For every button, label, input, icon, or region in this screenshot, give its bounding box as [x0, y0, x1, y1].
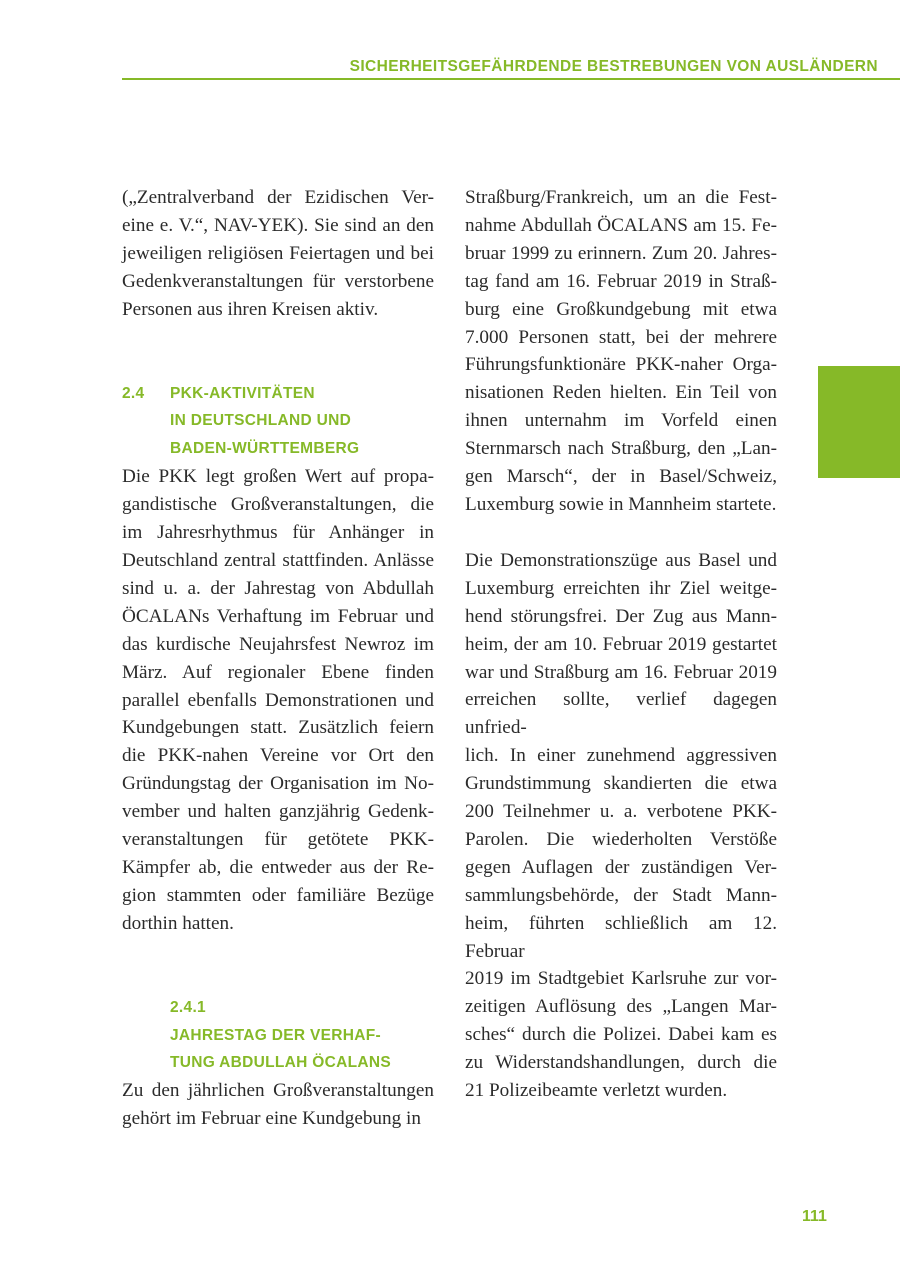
- left-column: [122, 184, 434, 1133]
- chapter-tab-marker: [818, 366, 900, 478]
- text-line: Straßburg/Frankreich, um an die Fest-: [465, 187, 777, 208]
- text-line: gehört im Februar eine Kundgebung in: [122, 1108, 421, 1130]
- text-line: BADEN-WÜRTTEMBERG: [170, 440, 360, 458]
- text-line: 2019 im Stadtgebiet Karlsruhe zur vor-: [465, 968, 777, 990]
- text-line: dorthin hatten.: [122, 912, 234, 934]
- right-column: [465, 184, 777, 1105]
- text-line: Zu den jährlichen Großveranstaltungen: [122, 1080, 434, 1102]
- intro-paragraph: [122, 184, 434, 324]
- text-line: Kundgebungen statt. Zusätzlich feiern: [122, 717, 434, 739]
- subsection-paragraph: [122, 1077, 434, 1133]
- text-line: Personen aus ihren Kreisen aktiv.: [122, 298, 379, 320]
- text-line: burg eine Großkundgebung mit etwa: [465, 298, 777, 320]
- subsection-title: [170, 1022, 434, 1078]
- text-line: Sternmarsch nach Straßburg, den „Lan-: [465, 438, 777, 460]
- text-line: Gründungstag der Organisation im No-: [122, 773, 434, 795]
- page-number: 111: [802, 1208, 827, 1225]
- text-line: sammlungsbehörde, der Stadt Mann-: [465, 884, 777, 906]
- text-line: ihnen unternahm im Vorfeld einen: [465, 410, 777, 432]
- text-line: das kurdische Neujahrsfest Newroz im: [122, 633, 434, 655]
- text-line: Luxemburg sowie in Mannheim startete.: [465, 493, 777, 515]
- text-line: PKK-AKTIVITÄTEN: [170, 384, 315, 402]
- text-line: war und Straßburg am 16. Februar 2019: [465, 661, 777, 683]
- text-line: zeitigen Auflösung des „Langen Mar-: [465, 996, 777, 1018]
- text-line: 7.000 Personen statt, bei der mehrere: [465, 326, 777, 348]
- text-line: Führungsfunktionäre PKK-naher Orga-: [465, 354, 777, 376]
- text-line: parallel ebenfalls Demonstrationen und: [122, 689, 434, 711]
- subsection-heading: [122, 994, 434, 1078]
- text-line: zu Widerstandshandlungen, durch die: [465, 1052, 777, 1074]
- right-paragraph-1: [465, 184, 777, 519]
- section-heading: [122, 380, 434, 464]
- text-line: vember und halten ganzjährig Gedenk-: [122, 801, 434, 823]
- text-line: nisationen Reden hielten. Ein Teil von: [465, 382, 777, 404]
- text-line: eine e. V.“, NAV-YEK). Sie sind an den: [122, 214, 434, 236]
- right-paragraph-2: [465, 547, 777, 1105]
- text-line: im Jahresrhythmus für Anhänger in: [122, 522, 434, 544]
- text-line: gegen Auflagen der zuständigen Ver-: [465, 856, 777, 878]
- text-line: Parolen. Die wiederholten Verstöße: [465, 828, 777, 850]
- header-rule: [122, 78, 900, 80]
- text-line: ÖCALANs Verhaftung im Februar und: [122, 605, 434, 627]
- text-line: Luxemburg erreichten ihr Ziel weitge-: [465, 577, 777, 599]
- text-line: Gedenkveranstaltungen für verstorbene: [122, 270, 434, 292]
- text-line: TUNG ABDULLAH ÖCALANS: [170, 1054, 391, 1072]
- text-line: lich. In einer zunehmend aggressiven: [465, 745, 777, 767]
- section-number: 2.4: [122, 384, 145, 402]
- text-line: gandistische Großveranstaltungen, die: [122, 494, 434, 516]
- text-line: heim, der am 10. Februar 2019 gestartet: [465, 633, 777, 655]
- text-line: die PKK-nahen Vereine vor Ort den: [122, 745, 434, 767]
- text-line: bruar 1999 zu erinnern. Zum 20. Jahres-: [465, 242, 777, 264]
- text-line: sches“ durch die Polizei. Dabei kam es: [465, 1024, 777, 1046]
- text-line: gen Marsch“, der in Basel/Schweiz,: [465, 466, 777, 488]
- section-paragraph: [122, 463, 434, 937]
- text-line: hend störungsfrei. Der Zug aus Mann-: [465, 605, 777, 627]
- text-line: jeweiligen religiösen Feiertagen und bei: [122, 242, 434, 264]
- text-line: JAHRESTAG DER VERHAF-: [170, 1026, 381, 1044]
- running-head: SICHERHEITSGEFÄHRDENDE BESTREBUNGEN VON AUSLÄNDERN: [349, 58, 878, 75]
- text-line: gion stammten oder familiäre Bezüge: [122, 884, 434, 906]
- text-line: tag fand am 16. Februar 2019 in Straß-: [465, 270, 777, 292]
- text-line: Kämpfer ab, die entweder aus der Re-: [122, 856, 434, 878]
- text-line: IN DEUTSCHLAND UND: [170, 412, 352, 430]
- text-line: („Zentralverband der Ezidischen Ver-: [122, 187, 434, 208]
- text-line: März. Auf regionaler Ebene finden: [122, 661, 434, 683]
- subsection-number: 2.4.1: [170, 998, 206, 1016]
- text-line: Die PKK legt großen Wert auf propa-: [122, 466, 434, 488]
- text-line: sind u. a. der Jahrestag von Abdullah: [122, 577, 434, 599]
- text-line: erreichen sollte, verlief dagegen unfried-: [465, 689, 777, 739]
- text-line: Die Demonstrationszüge aus Basel und: [465, 549, 777, 571]
- text-line: veranstaltungen für getötete PKK-: [122, 829, 434, 851]
- text-line: Deutschland zentral stattfinden. Anlässe: [122, 549, 434, 571]
- text-line: Grundstimmung skandierten die etwa: [465, 773, 777, 795]
- section-title: [170, 380, 359, 464]
- text-line: heim, führten schließlich am 12. Februar: [465, 912, 777, 962]
- text-line: nahme Abdullah ÖCALANS am 15. Fe-: [465, 214, 777, 236]
- text-line: 200 Teilnehmer u. a. verbotene PKK-: [465, 801, 777, 823]
- text-line: 21 Polizeibeamte verletzt wurden.: [465, 1080, 728, 1102]
